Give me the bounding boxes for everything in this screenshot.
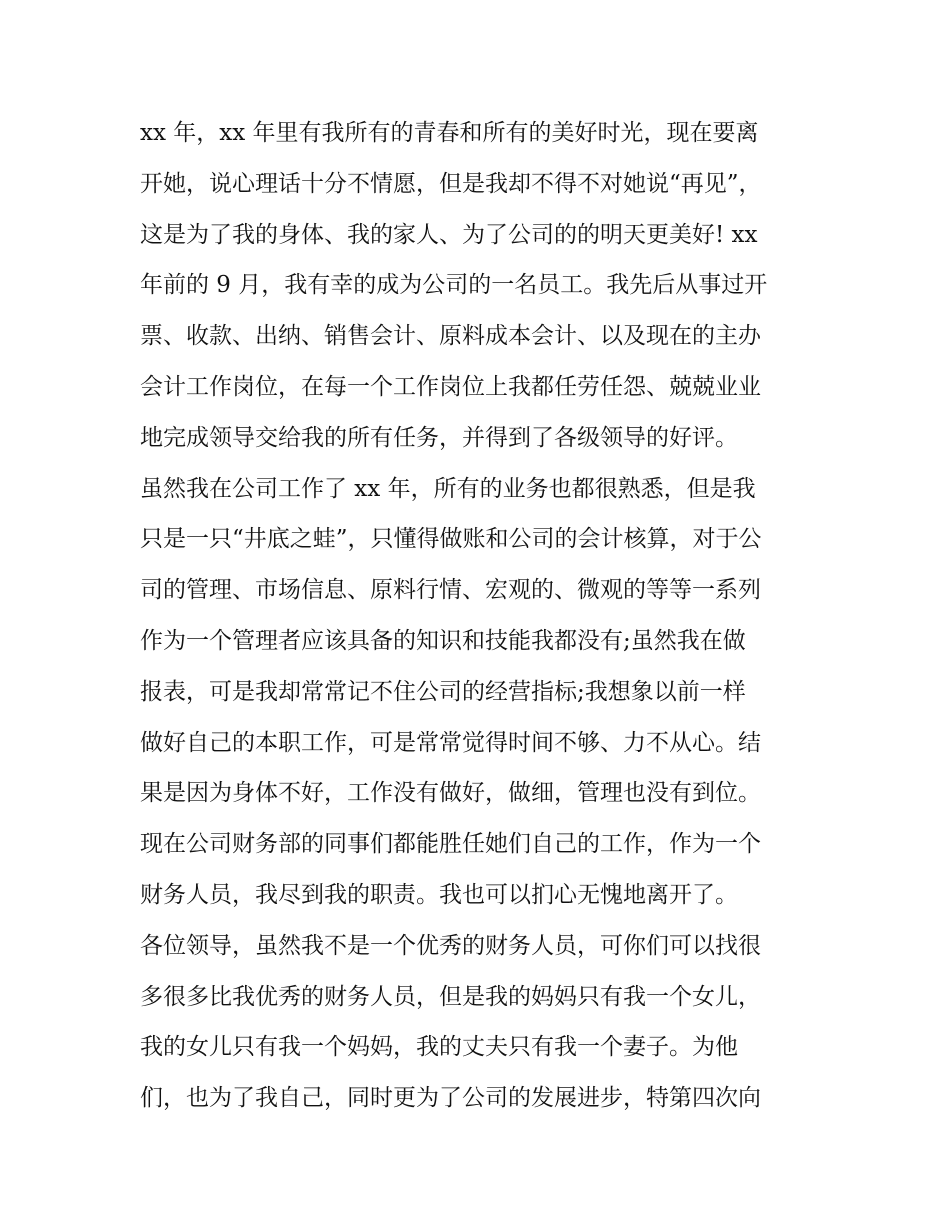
- text-line: 开她，说心理话十分不情愿，但是我却不得不对她说“再见”，: [140, 170, 762, 197]
- text-line: 做好自己的本职工作，可是常常觉得时间不够、力不从心。结: [140, 729, 761, 756]
- text-line: 地完成领导交给我的所有任务，并得到了各级领导的好评。: [140, 424, 738, 451]
- text-line: 财务人员，我尽到我的职责。我也可以扪心无愧地离开了。: [140, 881, 738, 908]
- text-line: 多很多比我优秀的财务人员，但是我的妈妈只有我一个女儿，: [140, 983, 761, 1010]
- text-line: 只是一只“井底之蛙”，只懂得做账和公司的会计核算，对于公: [140, 526, 762, 553]
- text-line: 果是因为身体不好，工作没有做好，做细，管理也没有到位。: [140, 780, 761, 807]
- text-line: 票、收款、出纳、销售会计、原料成本会计、以及现在的主办: [140, 323, 761, 350]
- text-line: 现在公司财务部的同事们都能胜任她们自己的工作，作为一个: [140, 831, 761, 858]
- text-line: xx 年，xx 年里有我所有的青春和所有的美好时光，现在要离: [140, 120, 759, 146]
- text-line: 们，也为了我自己，同时更为了公司的发展进步，特第四次向: [140, 1085, 761, 1112]
- text-line: 我的女儿只有我一个妈妈，我的丈夫只有我一个妻子。为他: [140, 1034, 738, 1061]
- text-line: 司的管理、市场信息、原料行情、宏观的、微观的等等一系列: [140, 577, 761, 604]
- text-line: 作为一个管理者应该具备的知识和技能我都没有;虽然我在做: [140, 627, 746, 654]
- text-line: 会计工作岗位，在每一个工作岗位上我都任劳任怨、兢兢业业: [140, 373, 761, 400]
- text-line: 各位领导，虽然我不是一个优秀的财务人员，可你们可以找很: [140, 932, 761, 959]
- body-text: [140, 108, 820, 1124]
- text-line: 虽然我在公司工作了 xx 年，所有的业务也都很熟悉，但是我: [140, 475, 756, 502]
- text-line: 报表，可是我却常常记不住公司的经营指标;我想象以前一样: [140, 678, 746, 705]
- text-line: 年前的 9 月，我有幸的成为公司的一名员工。我先后从事过开: [140, 272, 768, 299]
- text-line: 这是为了我的身体、我的家人、为了公司的的明天更美好! xx: [140, 221, 758, 248]
